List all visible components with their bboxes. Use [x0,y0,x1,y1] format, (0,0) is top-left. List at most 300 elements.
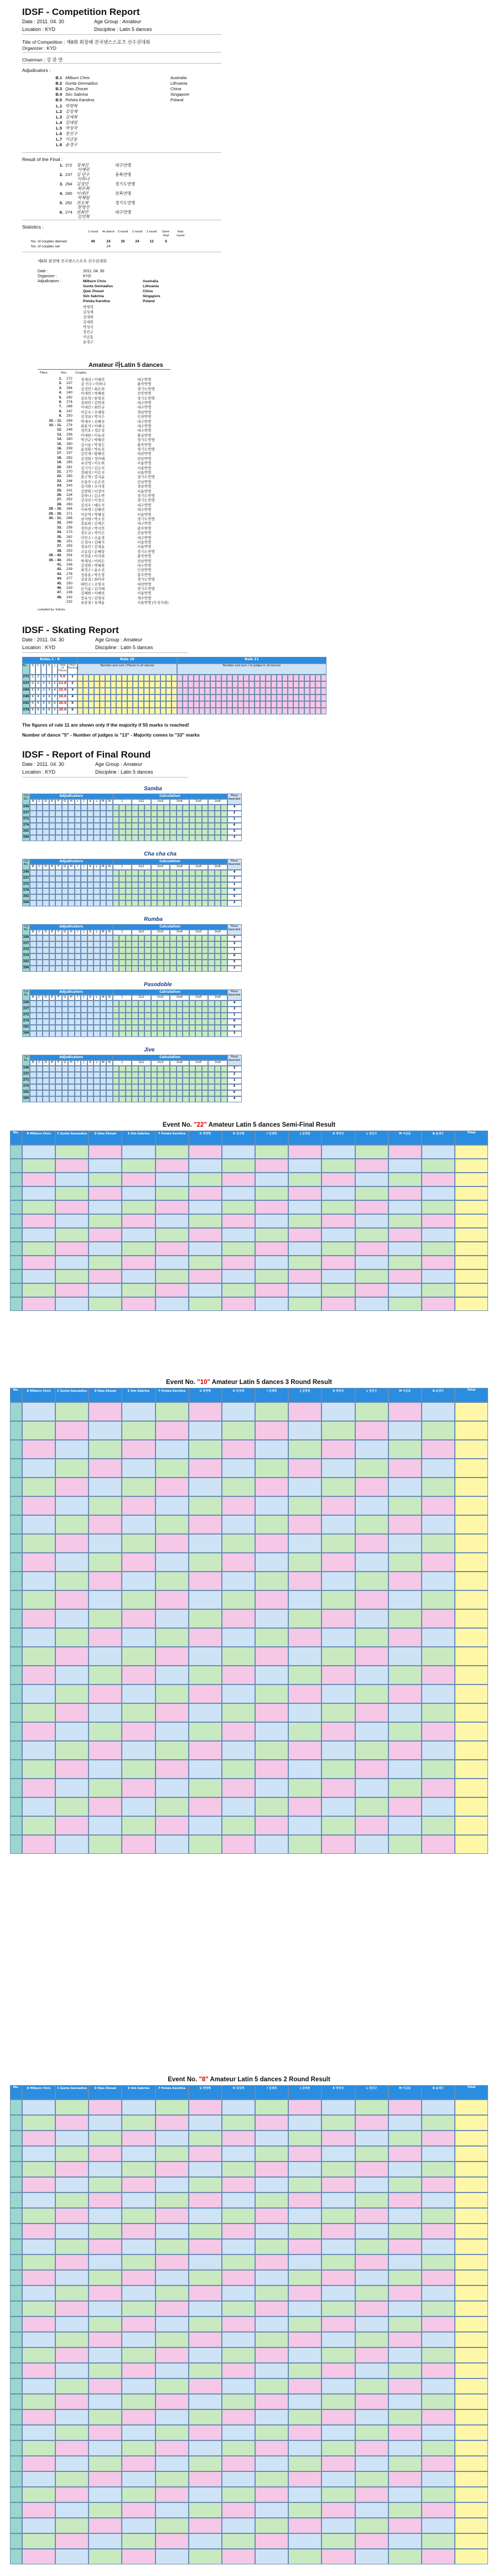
calc-cell [189,1025,196,1031]
grid-mark-cell [422,1722,455,1741]
rule10-cell [122,681,127,688]
calc-cell [164,829,170,835]
grid-mark-cell [422,1779,455,1797]
result-couple: 김민재 / 황혜민 [81,452,105,457]
competition-report [0,0,498,152]
rule11-cell [243,681,249,688]
calc-header: 1to3 [151,864,170,870]
calc-cell [132,953,138,960]
adj-mark-cell [43,935,49,941]
grid-mark-cell [189,2270,222,2285]
grid-mark-cell [355,1572,388,1590]
adj-mark-cell [55,941,62,947]
report-date: Date : 2011. 04. 30 [22,19,64,24]
grid-mark-cell [422,2208,455,2223]
judge-letter: H [68,995,75,1001]
grid-mark-cell [255,2394,288,2409]
calc-cell [119,1019,126,1025]
adj-mark-cell [75,900,81,906]
calc-cell [113,1096,120,1102]
adj-mark-cell [68,835,75,841]
calc-cell [183,1066,189,1072]
adj-mark-cell [87,1084,94,1090]
skating-place: 6 [46,708,52,714]
grid-mark-cell [255,1440,288,1459]
calc-cell [208,817,215,823]
rule10-cell [83,694,89,701]
grid-row-no [10,1440,22,1459]
adj-mark-cell [106,882,113,888]
calc-cell [183,1007,189,1013]
grid-mark-cell [89,1572,122,1590]
grid-mark-cell [255,2471,288,2487]
result-couple: 최정수 / 윤소진 [81,568,105,573]
dance-title-rumba: Rumba [144,916,163,922]
grid-mark-cell [355,1779,388,1797]
grid-total-cell [455,2131,488,2146]
result-place: 7. [59,405,62,409]
dance-row-no: 274 [22,888,30,894]
calc-cell [202,1096,209,1102]
grid-total-cell [455,1797,488,1816]
result-couple: 김기석 / 김승지 [81,466,105,470]
rule10-cell [77,681,83,688]
results-event-title: Amateur 라Latin 5 dances [89,362,163,369]
grid-mark-cell [89,2363,122,2378]
calc-cell [119,1072,126,1078]
grid-mark-cell [388,1186,422,1200]
grid-mark-cell [422,2254,455,2270]
dance-row-no: 292 [22,960,30,966]
adj-mark-cell [68,1090,75,1096]
grid-total-cell [455,1628,488,1647]
calc-cell [151,823,158,829]
rule11-cell [293,694,299,701]
grid-mark-cell [55,1572,89,1590]
rule10-cell [77,708,83,714]
dance-row-no: 292 [22,894,30,900]
grid-mark-cell [388,1421,422,1440]
adj-mark-cell [68,960,75,966]
rule11-cell [243,694,249,701]
calc-cell [170,870,177,876]
calc-cell [113,900,120,906]
grid-mark-cell [288,2270,321,2285]
adj-mark-cell [55,870,62,876]
calc-cell [208,1013,215,1019]
calc-cell [157,835,164,841]
grid-mark-cell [55,1496,89,1515]
grid-mark-cell [422,2223,455,2239]
grid-mark-cell [422,1797,455,1816]
calc-cell [215,829,221,835]
calc-cell [164,1066,170,1072]
grid-mark-cell [422,1402,455,1421]
skating-place: 1 [30,675,35,681]
grid-mark-cell [321,1459,355,1478]
grid-mark-cell [355,2223,388,2239]
grid-mark-cell [388,1779,422,1797]
grid-mark-cell [55,2487,89,2502]
calc-cell [113,1013,120,1019]
grid-mark-cell [122,2456,155,2471]
calc-cell [221,870,227,876]
adj-mark-cell [68,1007,75,1013]
grid-mark-cell [122,1572,155,1590]
calc-cell [144,888,151,894]
calc-cell [157,966,164,972]
adj-mark-cell [100,829,107,835]
final-result [0,152,498,252]
place-awarded: 5 [227,960,242,966]
calc-cell [183,1013,189,1019]
rule10-cell [122,708,127,714]
result-couple: 손석윤 / 김지혜 [81,587,105,591]
grid-mark-cell [122,2177,155,2193]
grid-mark-cell [255,1297,288,1311]
calc-cell [189,947,196,953]
result-couple: 정민준 / 박지연 [81,526,105,531]
grid-mark-cell [355,2456,388,2471]
result-place: 23. [56,479,62,483]
calc-cell [177,811,183,817]
grid-mark-cell [222,1214,255,1228]
grid-mark-cell [355,1421,388,1440]
adj-mark-cell [87,1072,94,1078]
grid-mark-cell [155,1647,189,1666]
calc-cell [144,1084,151,1090]
grid-mark-cell [22,1835,55,1854]
rule11-cell [304,675,310,681]
dance-row-no: 240 [22,935,30,941]
calc-cell [202,811,209,817]
skating-place: 5 [52,708,58,714]
adj-mark-cell [68,1031,75,1037]
adj-mark-cell [49,1007,56,1013]
adj-mark-cell [100,941,107,947]
result-place: 27. [56,497,62,502]
grid-mark-cell [55,1478,89,1496]
judge-letter: N [106,995,113,1001]
grid-mark-cell [255,1722,288,1741]
grid-mark-cell [22,1173,55,1186]
adj-mark-cell [62,1066,69,1072]
grid-mark-cell [321,2177,355,2193]
adj-mark-cell [43,966,49,972]
grid-mark-cell [321,2301,355,2316]
calc-cell [126,1025,132,1031]
adj-mark-cell [30,1031,37,1037]
grid-mark-cell [255,2440,288,2456]
rule11-cell [216,688,221,694]
adj-mark-cell [87,1007,94,1013]
rule10-cell [89,681,94,688]
grid-mark-cell [55,1256,89,1269]
result-place: 10. - 11. [49,418,62,423]
grid-mark-cell [321,1228,355,1242]
adj-mark-cell [55,953,62,960]
adj-mark-cell [75,835,81,841]
grid-mark-cell [388,2440,422,2456]
rule10-cell [149,688,155,694]
results-adjudicator-name: 박영혁 [83,305,94,309]
grid-mark-cell [355,1515,388,1534]
calc-cell [183,953,189,960]
grid-row-no [10,1459,22,1478]
grid-total-cell [455,2378,488,2394]
judge-letter: M [100,864,107,870]
adj-mark-cell [62,1001,69,1007]
grid-mark-cell [89,1515,122,1534]
grid-total-cell [455,2146,488,2162]
grid-mark-cell [422,2146,455,2162]
rule11-cell [293,708,299,714]
dance-row-no: 240 [22,870,30,876]
grid-mark-cell [122,1553,155,1572]
grid-judge-header: C Gunta Gennadius [55,1131,89,1145]
grid-mark-cell [22,1145,55,1159]
calc-cell [177,1066,183,1072]
grid-mark-cell [22,1496,55,1515]
adj-mark-cell [43,1031,49,1037]
grid-row-no [10,1628,22,1647]
results-adjudicator-name: 윤경구 [83,340,94,344]
grid-row-no [10,1228,22,1242]
grid-mark-cell [255,1797,288,1816]
rule11-cell [199,681,205,688]
calc-cell [177,1078,183,1084]
calc-cell [119,953,126,960]
grid-mark-cell [321,1760,355,1779]
results-adjudicator-country: Poland [143,299,155,303]
adj-mark-cell [49,1066,56,1072]
adjudicator-code: B.1 [55,75,62,80]
place-awarded: 1 [227,882,242,888]
rule10-cell [155,675,160,681]
calc-cell [189,935,196,941]
grid-mark-cell [288,1515,321,1534]
adj-mark-cell [30,817,37,823]
place-awarded: 3 [227,835,242,841]
grid-judge-header: F Polska Karolina [155,1131,189,1145]
grid-mark-cell [155,2440,189,2456]
adj-mark-cell [37,1072,43,1078]
adjudicator-name: Sim Sabrina [65,92,88,97]
grid-mark-cell [255,2549,288,2564]
rule11-cell [288,701,293,708]
adjudicator-row [44,81,187,86]
grid-mark-cell [222,2270,255,2285]
adj-mark-cell [81,811,87,817]
adj-mark-cell [30,805,37,811]
rule10-cell [172,694,177,701]
grid-mark-cell [321,2270,355,2285]
calc-cell [215,894,221,900]
adj-mark-cell [100,805,107,811]
calc-cell [221,835,227,841]
calc-cell [144,817,151,823]
rule10-cell [133,694,138,701]
grid-mark-cell [55,2208,89,2223]
grid-mark-cell [321,2502,355,2518]
calc-cell [215,1031,221,1037]
dance-row-no: 272 [22,947,30,953]
adj-mark-cell [55,888,62,894]
rule11-cell [271,701,277,708]
calc-cell [132,894,138,900]
calc-cell [189,811,196,817]
grid-mark-cell [255,2363,288,2378]
grid-mark-cell [89,2146,122,2162]
grid-mark-cell [222,2146,255,2162]
grid-mark-cell [321,2254,355,2270]
calc-cell [189,1007,196,1013]
calc-cell [132,941,138,947]
calc-header: 1&2 [132,799,151,805]
grid-mark-cell [122,2223,155,2239]
grid-mark-cell [288,1760,321,1779]
calc-cell [177,882,183,888]
result-no: 244 [66,479,72,483]
grid-mark-cell [422,1200,455,1214]
adj-mark-cell [62,1007,69,1013]
result-couple: 남지현 / 박소진 [81,517,105,521]
calc-header: 1to4 [170,930,189,935]
grid-mark-cell [55,1703,89,1722]
grid-mark-cell [422,1590,455,1609]
final-round-discipline: Discipline : Latin 5 dances [95,769,153,775]
calc-cell [119,1013,126,1019]
calc-cell [170,894,177,900]
grid-mark-cell [355,1816,388,1835]
dance-row-no: 237 [22,941,30,947]
grid-mark-cell [422,1572,455,1590]
calc-cell [132,1019,138,1025]
result-no: 238 [66,590,72,595]
calc-cell [164,966,170,972]
grid-mark-cell [189,2487,222,2502]
result-no: 246 [66,563,72,567]
grid-mark-cell [255,1515,288,1534]
adj-mark-cell [43,1007,49,1013]
rule10-cell [138,675,144,681]
adjudicator-name: 박영혁 [65,103,77,108]
calc-cell [113,1007,120,1013]
grid-mark-cell [89,1478,122,1496]
calc-header: 1to3 [151,995,170,1001]
grid-mark-cell [189,1186,222,1200]
results-adjudicator-name: 김성재 [83,310,94,314]
grid-mark-cell [122,2502,155,2518]
grid-mark-cell [55,1459,89,1478]
grid-judge-header: G 박영혁 [189,2085,222,2100]
calc-cell [195,1096,202,1102]
rule11-cell [177,694,183,701]
result-couple: 홍근혁 / 장지윤 [81,475,105,480]
calc-cell [183,947,189,953]
calc-cell [113,1066,120,1072]
grid-mark-cell [22,1572,55,1590]
calc-cell [202,947,209,953]
skating-place: 2 [30,681,35,688]
dance-calc-header: Calculation [113,794,227,799]
adj-mark-cell [81,953,87,960]
grid-mark-cell [22,2347,55,2363]
dance-row-no: 294 [22,835,30,841]
grid-mark-cell [288,2177,321,2193]
judge-letter: B [30,799,37,805]
grid-mark-cell [189,1760,222,1779]
calc-cell [119,1090,126,1096]
result-no: 271 [66,511,72,516]
grid-mark-cell [122,2115,155,2131]
grid-mark-cell [22,2332,55,2347]
grid-mark-cell [155,2285,189,2301]
rule11-cell [238,688,243,694]
adj-mark-cell [106,935,113,941]
calc-cell [157,941,164,947]
finalist-place: 6. [59,210,63,215]
calc-cell [119,811,126,817]
skating-place: 1 [35,675,41,681]
grid-mark-cell [355,1478,388,1496]
calc-cell [157,811,164,817]
grid-mark-cell [122,2131,155,2146]
rule10-cell [105,708,111,714]
adj-mark-cell [55,947,62,953]
grid-row-no [10,2347,22,2363]
grid-mark-cell [255,1741,288,1760]
result-couple: 장윤희 / 김재은 [81,522,105,526]
result-club: 경남연맹 [137,410,152,414]
adj-mark-cell [68,817,75,823]
grid-mark-cell [222,2223,255,2239]
finalist-man: 김정민 [76,182,89,186]
calc-cell [221,1096,227,1102]
grid-mark-cell [155,2394,189,2409]
grid-mark-cell [388,1647,422,1666]
grid-mark-cell [321,1496,355,1515]
calc-header: 1&2 [132,864,151,870]
calc-cell [126,894,132,900]
adjudicator-name: Polska Karolina [65,97,95,102]
adj-mark-cell [94,882,100,888]
calc-cell [113,966,120,972]
grid-total-cell [455,1440,488,1459]
adj-mark-cell [55,1001,62,1007]
grid-mark-cell [321,1159,355,1173]
grid-mark-cell [288,2208,321,2223]
adj-mark-cell [81,1019,87,1025]
rule10-cell [94,688,100,694]
grid-mark-cell [422,2502,455,2518]
rule10-cell [144,688,149,694]
grid-mark-cell [422,1269,455,1283]
grid-mark-cell [255,2223,288,2239]
adj-mark-cell [81,823,87,829]
judge-letter: E [49,930,56,935]
calc-cell [183,1001,189,1007]
calc-cell [221,1031,227,1037]
judge-letter: C [37,864,43,870]
adj-mark-cell [62,876,69,882]
calc-cell [151,947,158,953]
calc-cell [215,1096,221,1102]
rule10-cell [105,681,111,688]
stats-header: 4x dance [102,230,115,234]
adj-mark-cell [100,1007,107,1013]
grid-mark-cell [189,1283,222,1297]
